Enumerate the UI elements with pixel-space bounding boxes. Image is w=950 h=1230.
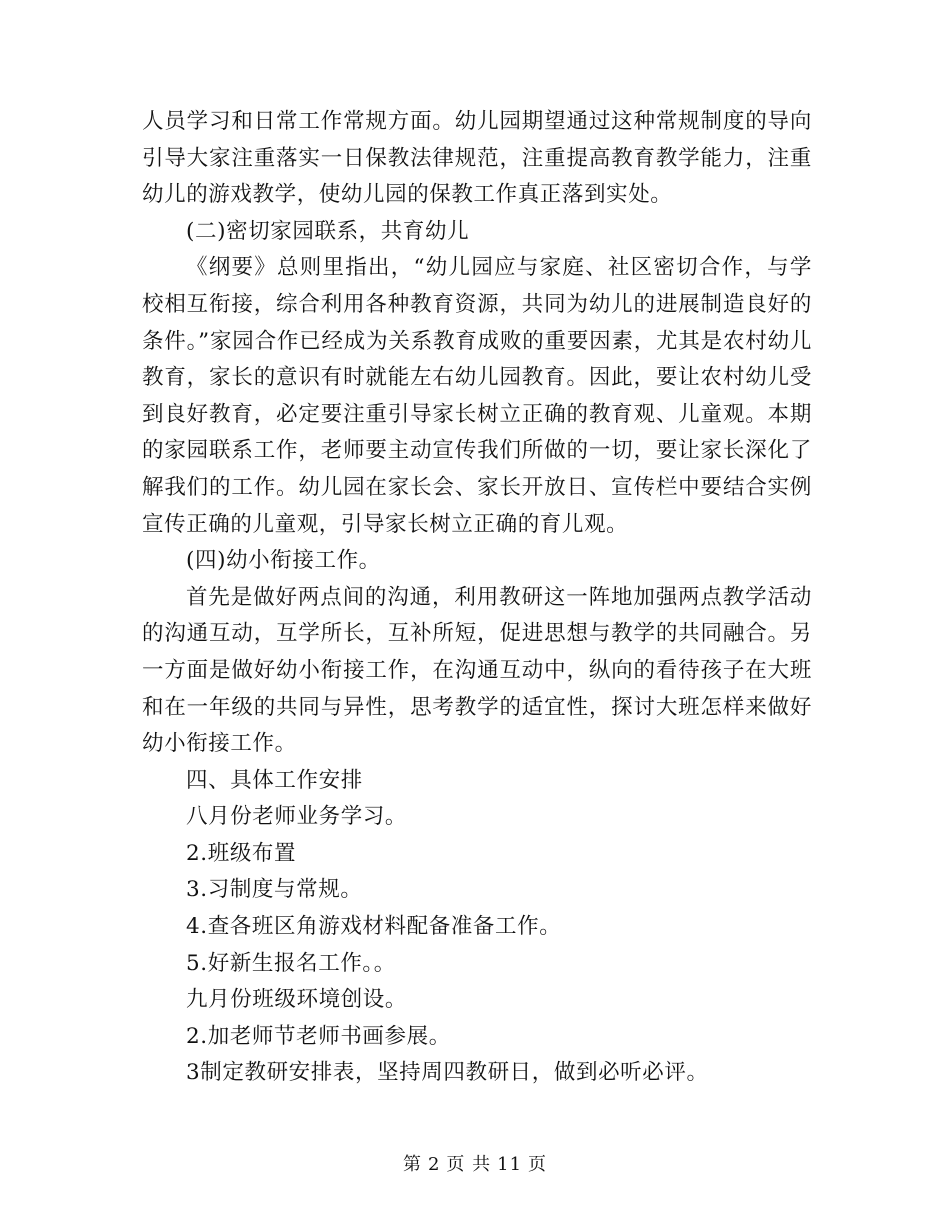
section-heading-schedule: 四、具体工作安排	[186, 767, 363, 793]
footer-suffix: 页	[528, 1154, 548, 1175]
schedule-item: 2.加老师节老师书画参展。	[186, 1023, 451, 1049]
paragraph-continued: 人员学习和日常工作常规方面。幼儿园期望通过这种常规制度的导向引导大家注重落实一日保教法律规范，注重提高教育教学能力，注重幼儿的游戏教学，使幼儿园的保教工作真正落到实处。	[142, 109, 812, 208]
footer-total-pages: 11	[497, 1154, 523, 1175]
schedule-item: 九月份班级环境创设。	[186, 987, 408, 1013]
schedule-item: 4.查各班区角游戏材料配备准备工作。	[186, 914, 562, 940]
schedule-item: 3制定教研安排表，坚持周四教研日，做到必听必评。	[186, 1060, 709, 1086]
footer-middle: 页 共	[446, 1154, 492, 1175]
paragraph-home-school: 《纲要》总则里指出，“幼儿园应与家庭、社区密切合作，与学校相互衔接，综合利用各种教育资源，共同为幼儿的进展制造良好的条件。”家园合作已经成为关系教育成败的重要因素，尤其是农村幼儿教育，家长的意识有时就能左右幼儿园教育。因此，要让农村幼儿受到良好教育，必定要注重引导家长树立正确的教育观、儿童观。本期的家园联系工作，老师要主动宣传我们所做的一切，要让家长深化了解我们的工作。幼儿园在家长会、家长开放日、宣传栏中要结合实例宣传正确的儿童观，引导家长树立正确的育儿观。	[142, 255, 812, 537]
footer-page-number: 2	[427, 1154, 441, 1175]
schedule-item: 5.好新生报名工作。。	[186, 950, 396, 976]
section-heading-transition: (四)幼小衔接工作。	[186, 548, 381, 574]
schedule-item: 2.班级布置	[186, 840, 297, 866]
schedule-item: 3.习制度与常规。	[186, 877, 363, 903]
document-body	[142, 104, 812, 1092]
section-heading-home-school: (二)密切家园联系，共育幼儿	[186, 218, 470, 244]
paragraph-transition: 首先是做好两点间的沟通，利用教研这一阵地加强两点教学活动的沟通互动，互学所长，互补所短，促进思想与教学的共同融合。另一方面是做好幼小衔接工作，在沟通互动中，纵向的看待孩子在大班和在一年级的共同与异性，思考教学的适宜性，探讨大班怎样来做好幼小衔接工作。	[142, 584, 812, 757]
schedule-item: 八月份老师业务学习。	[186, 804, 408, 830]
page-footer	[0, 1150, 950, 1176]
footer-prefix: 第	[402, 1154, 422, 1175]
